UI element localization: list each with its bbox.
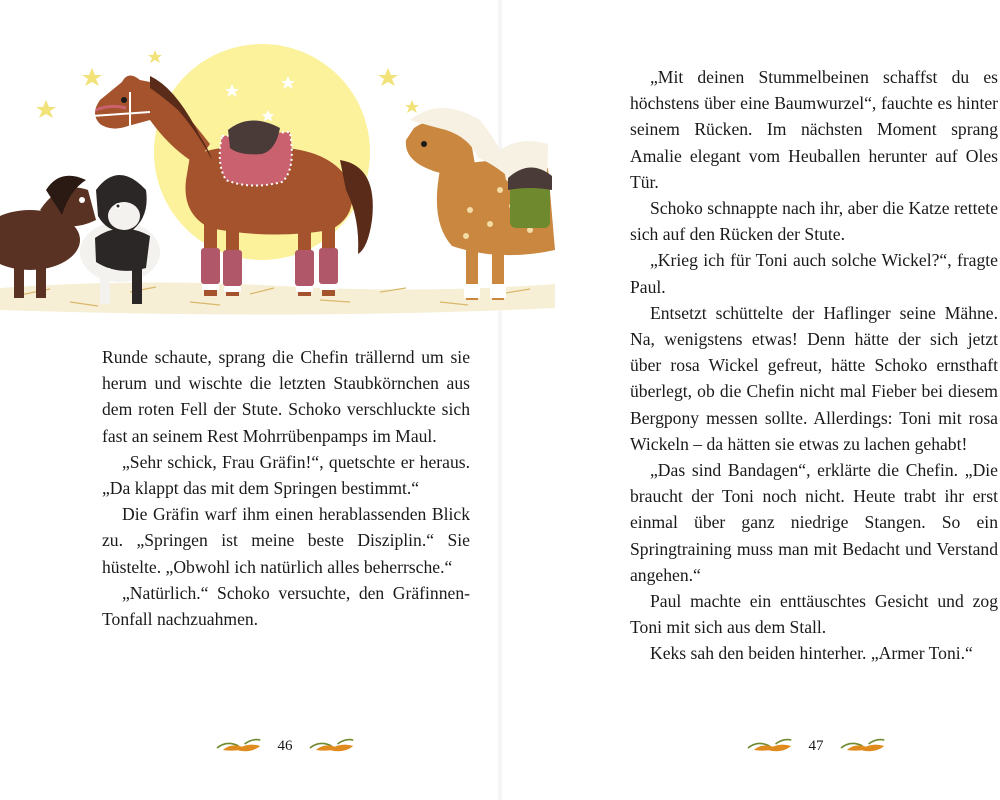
carrot-pair-icon bbox=[308, 736, 355, 756]
paragraph: „Krieg ich für Toni auch solche Wickel?“, fragte Paul. bbox=[630, 250, 998, 297]
carrot-pair-icon bbox=[215, 736, 262, 756]
page-number: 47 bbox=[808, 737, 824, 754]
left-page-text bbox=[102, 344, 470, 632]
paragraph: Schoko schnappte nach ihr, aber die Katze rettete sich auf den Rücken der Stute. bbox=[630, 198, 998, 245]
page-number: 46 bbox=[277, 737, 293, 754]
paragraph: Keks sah den beiden hinterher. „Armer Toni.“ bbox=[650, 643, 973, 664]
right-page-text bbox=[630, 64, 998, 667]
ponies-illustration bbox=[0, 40, 555, 320]
paragraph: Runde schaute, sprang die Chefin trällernd um sie herum und wischte die letzten Staubkörnchen aus dem roten Fell der Stute. Schoko verschluckte sich fast an seinem Rest Mohrrübenpamps im Maul. bbox=[102, 347, 470, 446]
page-folio bbox=[215, 734, 355, 758]
paragraph: Paul machte ein enttäuschtes Gesicht und zog Toni mit sich aus dem Stall. bbox=[630, 591, 998, 638]
paragraph: „Das sind Bandagen“, erklärte die Chefin. „Die braucht der Toni noch nicht. Heute trabt ihr erst einmal über ganz niedrige Stangen. So ein Springtraining muss man mit Bedacht und Verstand angehen.“ bbox=[630, 460, 998, 585]
carrot-pair-icon bbox=[746, 736, 793, 756]
carrot-pair-icon bbox=[839, 736, 886, 756]
paragraph: Entsetzt schüttelte der Haflinger seine Mähne. Na, wenigstens etwas! Denn hätte der sich jetzt über rosa Wickel gefreut, hätte Schoko ernsthaft überlegt, ob die Chefin nicht mal Fieber bei diesem Bergpony messen sollte. Allerdings: Toni mit rosa Wickeln – da hätten sie etwas zu lachen gehabt! bbox=[630, 302, 998, 454]
dark-pony bbox=[0, 176, 96, 298]
paragraph: „Natürlich.“ Schoko versuchte, den Gräfinnen-Tonfall nachzuahmen. bbox=[102, 582, 470, 630]
paragraph: „Mit deinen Stummelbeinen schaffst du es höchstens über eine Baumwurzel“, fauchte es hinter seinem Rücken. Im nächsten Moment sprang Amalie elegant vom Heuballen herunter auf Oles Tür. bbox=[630, 67, 998, 192]
page-folio bbox=[746, 734, 886, 758]
ponies-illustration-svg bbox=[0, 40, 555, 320]
paragraph: Die Gräfin warf ihm einen herablassenden Blick zu. „Springen ist meine beste Disziplin.“ Sie hüstelte. „Obwohl ich natürlich alles beherrsche.“ bbox=[102, 504, 470, 577]
paragraph: „Sehr schick, Frau Gräfin!“, quetschte er heraus. „Da klappt das mit dem Springen bestimmt.“ bbox=[102, 451, 470, 499]
right-page bbox=[500, 0, 1000, 800]
